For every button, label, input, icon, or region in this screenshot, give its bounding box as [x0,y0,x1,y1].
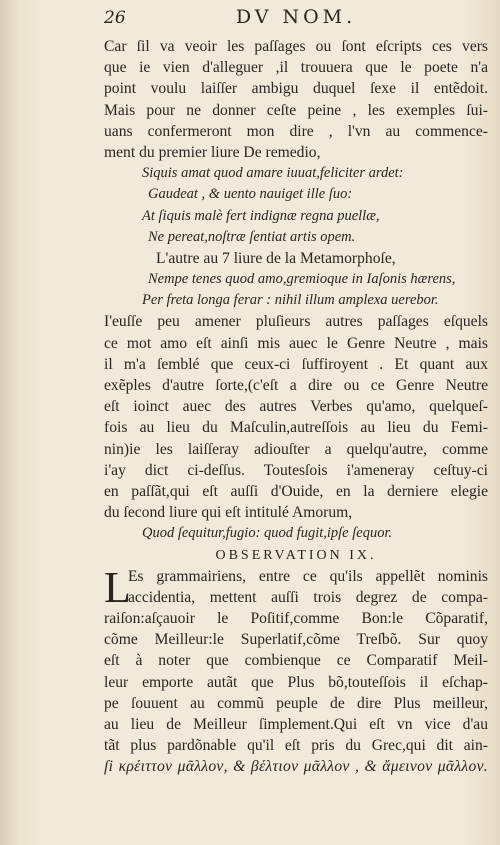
verse-line: Ne pereat,noſtræ ſentiat artis opem. [148,228,356,245]
verse-line: At ſiquis malè fert indignæ regna puellæ, [142,207,380,224]
drop-capital: L [104,562,131,612]
text-line: raiſon:aſçauoir le Poſitif,comme Bon:le Cõparatif, [104,610,488,628]
text-line: il m'a ſemblé que ceux-ci ſuffiroyent . Et quant aux [104,355,488,373]
text-line: point voulu laiſſer ambigu duquel ſexe il entẽdoit. [104,80,488,98]
text-line: Es grammairiens, entre ce qu'ils appellẽt nominis [128,567,488,585]
paragraph-2 [104,311,488,523]
latin-quote-3 [104,523,488,544]
text-line: que ie vien d'alleguer ,il trouuera que le poete n'a [104,59,488,77]
text-line: en paſſãt,qui eſt auſſi d'Ouide, en la derniere elegie [104,482,488,500]
text-line: leur emporte autãt que Plus bõ,touteſſois il eſchap- [104,673,488,691]
latin-quote-1 [104,163,488,248]
verse-line: Per freta longa ferar : nihil illum amplexa uerebor. [142,292,439,309]
verse-line: Siquis amat quod amare iuuat,feliciter ardet: [142,165,404,182]
text-line: exẽples d'autre ſorte,(c'eſt a dire ou ce Genre Neutre [104,377,488,394]
text-line: eſt ioinct auec des autres Verbes qu'amo, quelqueſ- [104,398,488,416]
text-line: accidentia, mettent auſſi trois degrez de compa- [128,588,488,606]
verse-line: Gaudeat , & uento nauiget ille ſuo: [148,186,353,203]
text-line: Car ſil va veoir les paſſages ou ſont eſcripts ces vers [104,38,488,55]
latin-quote-2 [104,269,488,311]
text-line: du ſecond liure qui eſt intitulé Amorum, [104,504,353,522]
running-head: DV NOM. [235,6,357,28]
text-line: tãt plus pardõnable qu'il eſt pris du Grec,qui dit ain- [104,737,488,755]
text-line: nin)ie les laiſſeray adiouſter a quelqu'autre, comme [104,440,488,458]
text-line: eſt à noter que combienque ce Comparatif Meil- [104,652,488,670]
text-line: Mais pour ne donner ceſte peine , les exemples ſui- [104,101,488,119]
text-line: cõme Meilleur:le Superlatif,cõme Treſbõ. Sur quoy [104,631,488,649]
page-number: 26 [104,8,126,28]
verse-line: Quod ſequitur,fugio: quod fugit,ipſe ſequor. [142,525,393,542]
text-line: uans confermeront mon dire , l'vn au commence- [104,122,488,140]
text-line: ſi κρέιττον μᾶλλον, & βέλτιον μᾶλλον , & ἄμεινον μᾶλλον. [104,758,488,776]
text-line: fois au lieu du Maſculin,autreſſois au lieu du Femi- [104,419,488,437]
text-line: ment du premier liure De remedio, [104,143,321,161]
page-header [104,6,488,32]
verse-line: Nempe tenes quod amo,gremioque in Iaſonis hærens, [148,271,456,288]
paragraph-3 [104,562,488,778]
text-block [104,36,488,778]
section-heading: OBSERVATION IX. [215,547,377,563]
paragraph-1 [104,36,488,163]
text-line: au lieu de Meilleur ſimplement.Qui eſt vn vice d'au [104,716,488,733]
text-line: pe ſouuent au commũ peuple de dire Plus meilleur, [104,694,488,712]
text-line: i'ay dict ci-deſſus. Toutesſois i'ameneray ceſtuy-ci [104,461,488,479]
text-line: ce mot amo eſt ainſi mis auec le Genre Neutre , mais [104,334,488,352]
text-line: L'autre au 7 liure de la Metamorphoſe, [156,249,396,267]
text-line: I'euſſe peu amener pluſieurs autres paſſages eſquels [104,313,488,331]
